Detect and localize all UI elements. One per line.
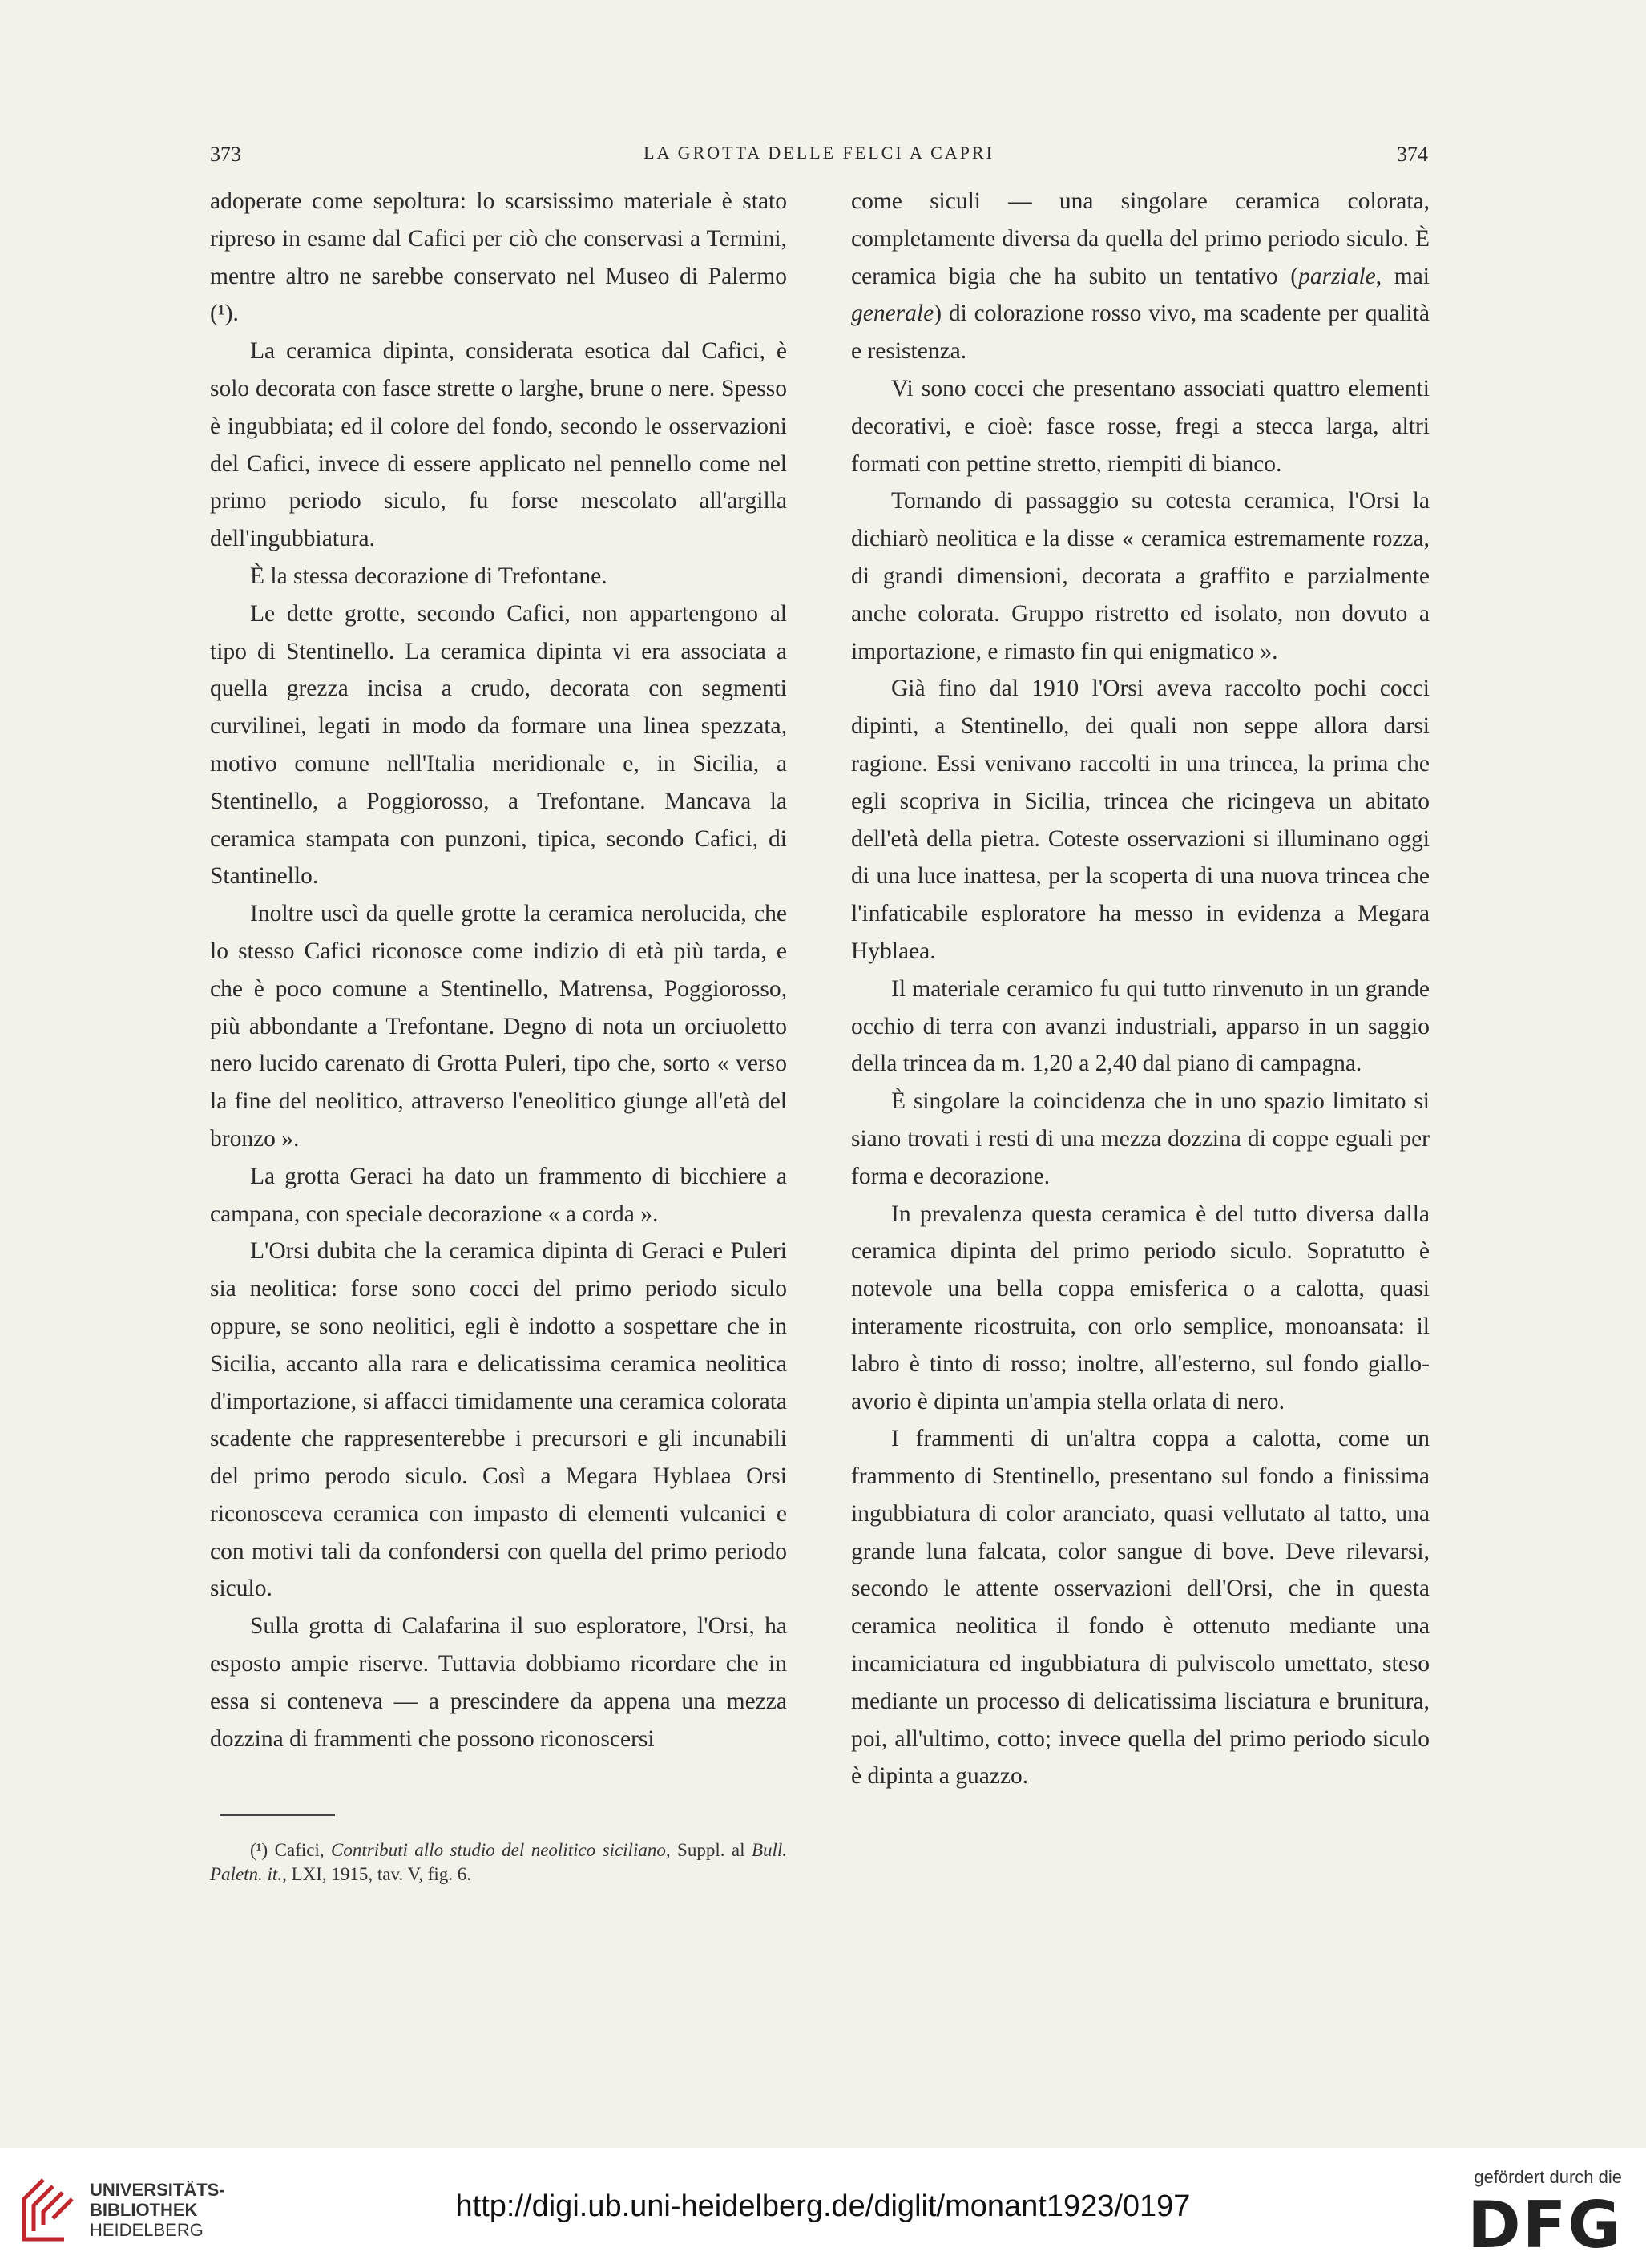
- paragraph: [851, 183, 1430, 370]
- italic-word: generale: [851, 301, 934, 327]
- library-line: UNIVERSITÄTS-: [90, 2180, 225, 2200]
- running-head: [210, 143, 1428, 172]
- paragraph: Vi sono cocci che presentano associati quattro elementi decorativi, e cioè: fasce rosse, fregi a stecca larga, altri formati con pettine stretto, riempiti di bianco.: [851, 375, 1430, 477]
- paragraph-text: come siculi — una singolare ceramica colorata, completamente diversa da quella del primo periodo siculo. È ceramica bigia che ha subito un tentativo (: [851, 188, 1430, 289]
- paragraph: L'Orsi dubita che la ceramica dipinta di Geraci e Puleri sia neolitica: forse sono cocci del primo periodo siculo oppure, se sono neolitici, egli è indotto a sospettare che in Sicilia, accanto alla rara e delicatissima ceramica neolitica d'importazione, si affacci timidamente una ceramica colorata scadente che rappresenterebbe i precursori e gli incunabili del primo perodo siculo. Così a Megara Hyblaea Orsi riconosceva ceramica con impasto di elementi vulcanici e con motivi tali da confondersi con quella del primo periodo siculo.: [210, 1238, 787, 1602]
- right-column: [851, 183, 1430, 1795]
- permalink-url[interactable]: http://digi.ub.uni-heidelberg.de/diglit/monant1923/0197: [455, 2189, 1191, 2223]
- running-title: LA GROTTA DELLE FELCI A CAPRI: [643, 143, 994, 163]
- italic-word: parziale: [1298, 263, 1376, 289]
- library-line: HEIDELBERG: [90, 2220, 204, 2240]
- library-line: BIBLIOTHEK: [90, 2200, 198, 2220]
- paragraph: In prevalenza questa ceramica è del tutto diversa dalla ceramica dipinta del primo periodo siculo. Sopratutto è notevole una bella coppa emisferica o a calotta, quasi interamente ricostruita, con orlo semplice, monoansata: il labro è tinto di rosso; inoltre, all'esterno, sul fondo giallo-avorio è dipinta un'ampia stella orlata di nero.: [851, 1201, 1430, 1414]
- left-column: [210, 183, 787, 1757]
- funding-text: gefördert durch die: [1474, 2167, 1622, 2187]
- paragraph-text: ) di colorazione rosso vivo, ma scadente per qualità e resistenza.: [851, 301, 1430, 365]
- paragraph: adoperate come sepoltura: lo scarsissimo materiale è stato ripreso in esame dal Cafici per ciò che conservasi a Termini, mentre altro ne sarebbe conservato nel Museo di Palermo (¹).: [210, 188, 787, 327]
- dfg-logo: DFG: [1467, 2188, 1622, 2262]
- viewer-footer: [0, 2148, 1646, 2268]
- footnote-mid: Suppl. al: [677, 1840, 745, 1860]
- paragraph: Tornando di passaggio su cotesta ceramica, l'Orsi la dichiarò neolitica e la disse « ceramica estremamente rozza, di grandi dimensioni, decorata a graffito e parzialmente anche colorata. Gruppo ristretto ed isolato, non dovuto a importazione, e rimasto fin qui enigmatico ».: [851, 488, 1430, 664]
- paragraph: È la stessa decorazione di Trefontane.: [250, 563, 607, 589]
- paragraph: La ceramica dipinta, considerata esotica dal Cafici, è solo decorata con fasce strette o larghe, brune o nere. Spesso è ingubbiata; ed il colore del fondo, secondo le osservazioni del Cafici, invece di essere applicato nel pennello come nel primo periodo siculo, fu forse mescolato all'argilla dell'ingubbiatura.: [210, 338, 787, 552]
- footnote-title: Contributi allo studio del neolitico siciliano,: [331, 1840, 671, 1860]
- paragraph: I frammenti di un'altra coppa a calotta, come un frammento di Stentinello, presentano sul fondo a finissima ingubbiatura di color aranciato, quasi vellutato al tatto, una grande luna falcata, color sangue di bove. Deve rilevarsi, secondo le attente osservazioni dell'Orsi, che in questa ceramica neolitica il fondo è ottenuto mediante una incamiciatura ed ingubbiatura di pulviscolo umettato, steso mediante un processo di delicatissima lisciatura e brunitura, poi, all'ultimo, cotto; invece quella del primo periodo siculo è dipinta a guazzo.: [851, 1426, 1430, 1790]
- footnote-tail: LXI, 1915, tav. V, fig. 6.: [291, 1864, 472, 1884]
- footnote-rule: [220, 1814, 335, 1816]
- footnote-journal: Bull. Paletn. it.,: [210, 1840, 788, 1884]
- paragraph: Inoltre uscì da quelle grotte la ceramica nerolucida, che lo stesso Cafici riconosce come indizio di età più tarda, e che è poco comune a Stentinello, Matrensa, Poggiorosso, più abbondante a Trefontane. Degno di nota un orciuoletto nero lucido carenato di Grotta Puleri, tipo che, sorto « verso la fine del neolitico, attraverso l'eneolitico giunge all'età del bronzo ».: [210, 901, 787, 1152]
- paragraph: Sulla grotta di Calafarina il suo esploratore, l'Orsi, ha esposto ampie riserve. Tuttavia dobbiamo ricordare che in essa si conteneva — a prescindere da appena una mezza dozzina di frammenti che possono riconoscersi: [210, 1613, 787, 1752]
- paragraph: Il materiale ceramico fu qui tutto rinvenuto in un grande occhio di terra con avanzi industriali, apparso in un saggio della trincea da m. 1,20 a 2,40 dal piano di campagna.: [851, 975, 1430, 1077]
- paragraph: La grotta Geraci ha dato un frammento di bicchiere a campana, con speciale decorazione « a corda ».: [210, 1163, 787, 1227]
- paragraph: Già fino dal 1910 l'Orsi aveva raccolto pochi cocci dipinti, a Stentinello, dei quali non seppe allora darsi ragione. Essi venivano raccolti in una trincea, la prima che egli scopriva in Sicilia, trincea che ricingeva un abitato dell'età della pietra. Coteste osservazioni si illuminano oggi di una luce inattesa, per la scoperta di una nuova trincea che l'infaticabile esploratore ha messo in evidenza a Megara Hyblaea.: [851, 676, 1430, 964]
- page-number-left: 373: [210, 143, 241, 166]
- footnote-marker: (¹) Cafici,: [250, 1840, 325, 1860]
- paragraph: Le dette grotte, secondo Cafici, non appartengono al tipo di Stentinello. La ceramica dipinta vi era associata a quella grezza incisa a crudo, decorata con segmenti curvilinei, legati in modo da formare una linea spezzata, motivo comune nell'Italia meridionale e, in Sicilia, a Stentinello, a Poggiorosso, a Trefontane. Mancava la ceramica stampata con punzoni, tipica, secondo Cafici, di Stantinello.: [210, 600, 787, 890]
- funding-note: [1446, 2167, 1622, 2262]
- paragraph: È singolare la coincidenza che in uno spazio limitato si siano trovati i resti di una mezza dozzina di coppe eguali per forma e decorazione.: [851, 1088, 1430, 1189]
- paragraph-text: , mai: [1375, 263, 1430, 289]
- page-number-right: 374: [1397, 143, 1428, 166]
- footnote: [210, 1838, 787, 1887]
